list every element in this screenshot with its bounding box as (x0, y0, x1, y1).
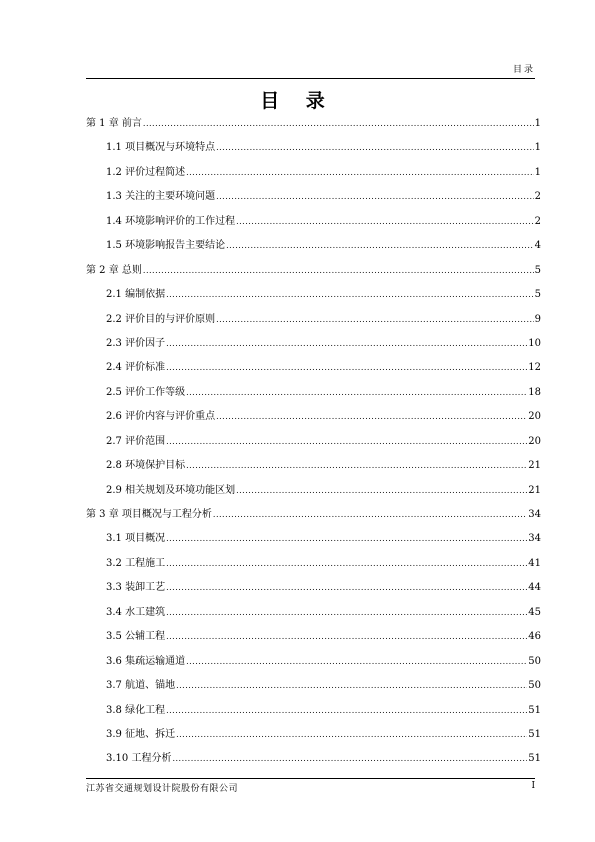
toc-entry-label (106, 676, 175, 691)
toc-page-number: 5 (534, 264, 541, 276)
toc-entry-number: 2.3 (106, 337, 122, 349)
toc-entry-label (106, 725, 175, 740)
toc-section-entry[interactable] (86, 676, 541, 700)
dot-leader (143, 118, 534, 129)
dot-leader (166, 436, 527, 447)
toc-page-number: 18 (528, 386, 541, 398)
toc-page-number: 44 (528, 582, 541, 594)
toc-entry-title: 水工建筑 (125, 606, 166, 618)
toc-entry-number: 2.2 (106, 313, 122, 325)
toc-page-number: 2 (534, 215, 541, 227)
toc-entry-title: 评价因子 (125, 337, 166, 349)
toc-entry-number: 3.2 (106, 557, 122, 569)
toc-entry-number: 1.1 (106, 142, 122, 154)
toc-entry-number: 2.9 (106, 484, 122, 496)
toc-section-entry[interactable] (86, 529, 541, 553)
toc-section-entry[interactable] (86, 236, 541, 260)
toc-entry-title: 征地、拆迁 (125, 728, 176, 740)
toc-section-entry[interactable] (86, 187, 541, 211)
toc-entry-title: 评价目的与评价原则 (125, 313, 216, 325)
toc-entry-label (86, 261, 142, 276)
toc-entry-number: 1.5 (106, 240, 122, 252)
toc-section-entry[interactable] (86, 627, 541, 651)
page-title: 目 录 (260, 90, 335, 112)
dot-leader (186, 167, 534, 178)
toc-page-number: 20 (528, 411, 541, 423)
toc-entry-number: 3.9 (106, 728, 122, 740)
footer-page-number: I (531, 781, 535, 791)
toc-entry-title: 项目概况与环境特点 (125, 142, 216, 154)
toc-section-entry[interactable] (86, 725, 541, 749)
toc-entry-label (106, 138, 215, 153)
toc-entry-number: 3.7 (106, 680, 122, 692)
toc-entry-title: 前言 (121, 118, 142, 129)
toc-entry-title: 环境保护目标 (125, 460, 186, 472)
dot-leader (176, 680, 527, 691)
toc-page-number: 34 (528, 509, 541, 520)
toc-entry-label (106, 407, 215, 422)
toc-entry-title: 编制依据 (125, 289, 166, 301)
toc-page-number: 10 (528, 337, 541, 349)
dot-leader (186, 460, 527, 471)
toc-entry-label (106, 603, 165, 618)
toc-entry-label (106, 285, 165, 300)
dot-leader (166, 705, 527, 716)
toc-entry-label (106, 383, 185, 398)
toc-entry-title: 公辅工程 (125, 631, 166, 643)
toc-entry-number: 1.3 (106, 191, 122, 203)
toc-entry-number: 第 3 章 (86, 509, 119, 520)
footer-company: 江苏省交通规划设计院股份有限公司 (86, 784, 239, 794)
toc-section-entry[interactable] (86, 212, 541, 236)
toc-page-number: 41 (528, 557, 541, 569)
toc-page-number: 45 (528, 606, 541, 618)
toc-entry-label (106, 627, 165, 642)
toc-entry-title: 绿化工程 (125, 704, 166, 716)
toc-entry-number: 1.2 (106, 166, 122, 178)
toc-entry-label (106, 187, 215, 202)
dot-leader (216, 411, 527, 422)
toc-section-entry[interactable] (86, 138, 541, 162)
toc-entry-label (106, 358, 165, 373)
toc-entry-title: 装卸工艺 (125, 582, 166, 594)
dot-leader (166, 362, 527, 373)
toc-page-number: 51 (528, 753, 541, 765)
dot-leader (213, 509, 527, 520)
toc-section-entry[interactable] (86, 481, 541, 505)
toc-entry-number: 2.8 (106, 460, 122, 472)
toc-entry-label (106, 578, 165, 593)
toc-entry-number: 1.4 (106, 215, 122, 227)
toc-page-number: 4 (534, 240, 541, 252)
toc-entry-label (86, 505, 212, 520)
dot-leader (166, 631, 527, 642)
dot-leader (166, 582, 527, 593)
toc-entry-label (106, 456, 185, 471)
dot-leader (166, 338, 527, 349)
toc-page-number: 1 (534, 142, 541, 154)
toc-entry-title: 评价内容与评价重点 (125, 411, 216, 423)
toc-page-number: 51 (528, 704, 541, 716)
dot-leader (143, 265, 534, 276)
toc-entry-title: 相关规划及环境功能区划 (125, 484, 236, 496)
toc-entry-title: 评价过程简述 (125, 166, 186, 178)
toc-section-entry[interactable] (86, 749, 541, 773)
dot-leader (166, 289, 534, 300)
toc-entry-number: 第 1 章 (86, 118, 119, 129)
toc-page-number: 5 (534, 289, 541, 301)
toc-entry-number: 2.4 (106, 362, 122, 374)
toc-entry-number: 3.6 (106, 655, 122, 667)
toc-entry-label (106, 554, 165, 569)
toc-entry-number: 2.1 (106, 289, 122, 301)
toc-page-number: 2 (534, 191, 541, 203)
dot-leader (186, 656, 527, 667)
toc-page-number: 50 (528, 655, 541, 667)
toc-entry-label (106, 481, 235, 496)
toc-entry-label (106, 432, 165, 447)
toc-page-number: 21 (528, 460, 541, 472)
toc-entry-label (106, 652, 185, 667)
table-of-contents (86, 114, 541, 774)
toc-section-entry[interactable] (86, 310, 541, 334)
toc-entry-number: 3.5 (106, 631, 122, 643)
footer-rule (86, 778, 535, 779)
toc-entry-title: 工程施工 (125, 557, 166, 569)
toc-page-number: 12 (528, 362, 541, 374)
toc-section-entry[interactable] (86, 383, 541, 407)
dot-leader (236, 485, 527, 496)
toc-section-entry[interactable] (86, 701, 541, 725)
toc-page-number: 51 (528, 728, 541, 740)
toc-page-number: 9 (534, 313, 541, 325)
dot-leader (216, 191, 534, 202)
toc-entry-title: 集疏运输通道 (125, 655, 186, 667)
toc-section-entry[interactable] (86, 603, 541, 627)
toc-section-entry[interactable] (86, 407, 541, 431)
dot-leader (216, 142, 534, 153)
toc-entry-number: 2.5 (106, 386, 122, 398)
toc-entry-number: 3.10 (106, 753, 129, 765)
toc-entry-label (86, 114, 142, 129)
dot-leader (236, 216, 534, 227)
toc-entry-title: 环境影响报告主要结论 (125, 240, 226, 252)
toc-chapter-entry[interactable] (86, 261, 541, 285)
toc-page-number: 1 (534, 118, 541, 129)
dot-leader (186, 387, 527, 398)
toc-entry-title: 评价标准 (125, 362, 166, 374)
dot-leader (166, 607, 527, 618)
toc-chapter-entry[interactable] (86, 114, 541, 138)
toc-entry-title: 总则 (121, 264, 142, 276)
toc-entry-label (106, 310, 215, 325)
toc-entry-label (106, 749, 171, 764)
toc-entry-title: 评价范围 (125, 435, 166, 447)
toc-section-entry[interactable] (86, 652, 541, 676)
toc-entry-label (106, 163, 185, 178)
toc-entry-title: 环境影响评价的工作过程 (125, 215, 236, 227)
toc-page-number: 46 (528, 631, 541, 643)
toc-section-entry[interactable] (86, 334, 541, 358)
toc-section-entry[interactable] (86, 163, 541, 187)
toc-page-number: 50 (528, 680, 541, 692)
dot-leader (166, 558, 527, 569)
toc-page-number: 21 (528, 484, 541, 496)
running-header: 目录 (512, 65, 535, 75)
toc-entry-title: 项目概况 (125, 533, 166, 545)
toc-section-entry[interactable] (86, 432, 541, 456)
dot-leader (176, 729, 527, 740)
dot-leader (216, 314, 534, 325)
toc-entry-label (106, 212, 235, 227)
toc-entry-number: 3.1 (106, 533, 122, 545)
toc-entry-title: 评价工作等级 (125, 386, 186, 398)
toc-entry-label (106, 529, 165, 544)
toc-section-entry[interactable] (86, 285, 541, 309)
toc-entry-label (106, 701, 165, 716)
toc-entry-title: 工程分析 (131, 753, 172, 765)
toc-page-number: 20 (528, 435, 541, 447)
toc-entry-number: 3.4 (106, 606, 122, 618)
dot-leader (172, 753, 527, 764)
toc-entry-title: 关注的主要环境问题 (125, 191, 216, 203)
toc-entry-label (106, 334, 165, 349)
toc-section-entry[interactable] (86, 578, 541, 602)
toc-chapter-entry[interactable] (86, 505, 541, 529)
dot-leader (166, 533, 527, 544)
toc-section-entry[interactable] (86, 554, 541, 578)
toc-section-entry[interactable] (86, 456, 541, 480)
toc-entry-label (106, 236, 225, 251)
toc-page-number: 1 (534, 166, 541, 178)
toc-entry-title: 项目概况与工程分析 (121, 509, 212, 520)
dot-leader (226, 240, 534, 251)
toc-section-entry[interactable] (86, 358, 541, 382)
toc-entry-number: 3.3 (106, 582, 122, 594)
header-rule (86, 78, 535, 79)
toc-entry-number: 第 2 章 (86, 264, 119, 276)
toc-entry-number: 3.8 (106, 704, 122, 716)
toc-entry-number: 2.7 (106, 435, 122, 447)
toc-entry-title: 航道、锚地 (125, 680, 176, 692)
toc-page-number: 34 (528, 533, 541, 545)
toc-entry-number: 2.6 (106, 411, 122, 423)
